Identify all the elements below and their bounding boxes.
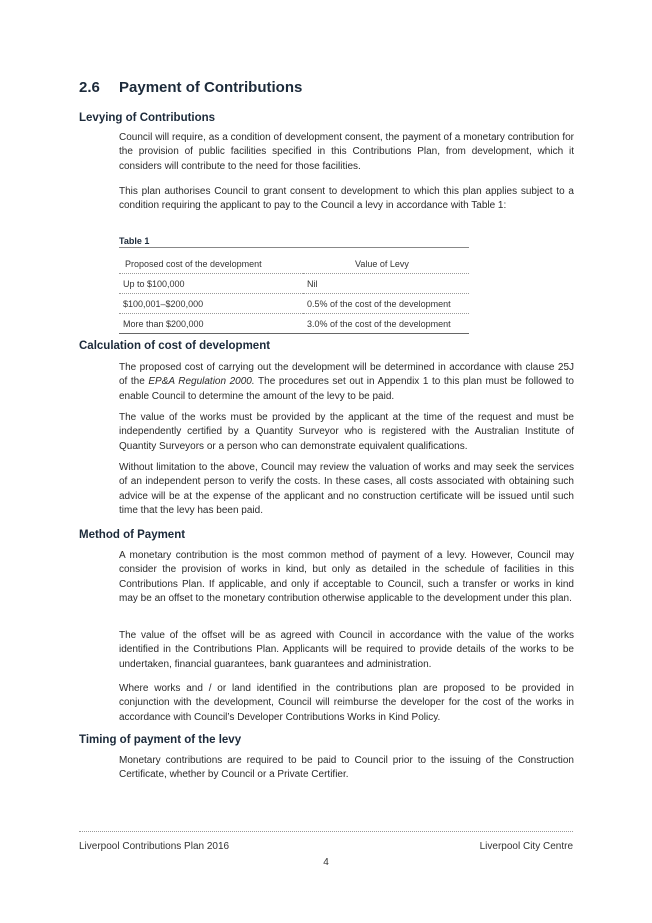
regulation-reference: EP&A Regulation 2000. [148, 376, 255, 388]
calculation-paragraph-2: The value of the works must be provided by the applicant at the time of the request and must be independently certified by a Quantity Surveyor who is registered with the Australian Institute of Quantity Surveyors or a person who can demonstrate equivalent qualifications. [119, 412, 574, 452]
calculation-paragraph-1 [119, 361, 574, 404]
section-number: 2.6 [79, 79, 100, 96]
table-row [119, 294, 469, 314]
calculation-paragraph-3: Without limitation to the above, Council may review the valuation of works and may seek the services of an independent person to verify the costs. In these cases, all costs associated with obtaining such advice will be at the expense of the applicant and no construction certificate will be issued until such time that the levy has been paid. [119, 462, 574, 516]
table-cell-cost: Up to $100,000 [119, 274, 303, 294]
method-paragraph-1: A monetary contribution is the most common method of payment of a levy. However, Council may consider the provision of works in kind, but only as detailed in the schedule of facilities in this Contributions Plan. If applicable, and only if acceptable to Council, such a transfer or works in kind may be an offset to the monetary contribution otherwise applicable to the development under this plan. [119, 550, 574, 604]
table-header-cost: Proposed cost of the development [119, 254, 303, 274]
method-paragraph-2: The value of the offset will be as agreed with Council in accordance with the value of the works identified in the Contributions Plan. Applicants will be required to provide details of the works to be undertaken, financial guarantees, bank guarantees and administration. [119, 630, 574, 670]
table-caption: Table 1 [119, 236, 469, 248]
levying-paragraph-2: This plan authorises Council to grant consent to development to which this plan applies subject to a condition requiring the applicant to pay to the Council a levy in accordance with Table 1: [119, 186, 574, 212]
table-row [119, 274, 469, 294]
section-title [79, 79, 302, 96]
footer-plan-name: Liverpool Contributions Plan 2016 [79, 841, 230, 852]
page-number: 4 [323, 857, 329, 868]
table-cell-levy: 3.0% of the cost of the development [303, 314, 469, 334]
levying-paragraph-1: Council will require, as a condition of development consent, the payment of a monetary contribution for the provision of public facilities specified in this Contributions Plan, from development, which it considers will contribute to the need for those facilities. [119, 132, 574, 172]
section-title-text: Payment of Contributions [119, 79, 303, 96]
table-row [119, 314, 469, 334]
table-cell-levy: 0.5% of the cost of the development [303, 294, 469, 314]
heading-timing: Timing of payment of the levy [79, 734, 242, 746]
table-header-levy: Value of Levy [303, 254, 469, 274]
timing-paragraph-1: Monetary contributions are required to be paid to Council prior to the issuing of the Construction Certificate, whether by Council or a Private Certifier. [119, 755, 574, 781]
table-header-row [119, 254, 469, 274]
heading-method: Method of Payment [79, 529, 186, 541]
heading-levying: Levying of Contributions [79, 112, 216, 124]
calculation-text-b: The procedures set out in Appendix 1 to this plan must be followed to enable Council to determine the amount of the levy to be paid. [119, 376, 574, 402]
levy-table [119, 254, 469, 334]
footer-divider [79, 831, 573, 832]
heading-calculation: Calculation of cost of development [79, 340, 271, 352]
footer-location: Liverpool City Centre [479, 841, 573, 852]
method-paragraph-3: Where works and / or land identified in the contributions plan are proposed to be provided in conjunction with the development, Council will reimburse the developer for the cost of the works in accordance with Council’s Developer Contributions Works in Kind Policy. [119, 683, 574, 723]
calculation-text-a: The proposed cost of carrying out the development will be determined in accordance with clause 25J of the [119, 362, 574, 388]
table-cell-levy: Nil [303, 274, 469, 294]
table-cell-cost: More than $200,000 [119, 314, 303, 334]
table-cell-cost: $100,001–$200,000 [119, 294, 303, 314]
